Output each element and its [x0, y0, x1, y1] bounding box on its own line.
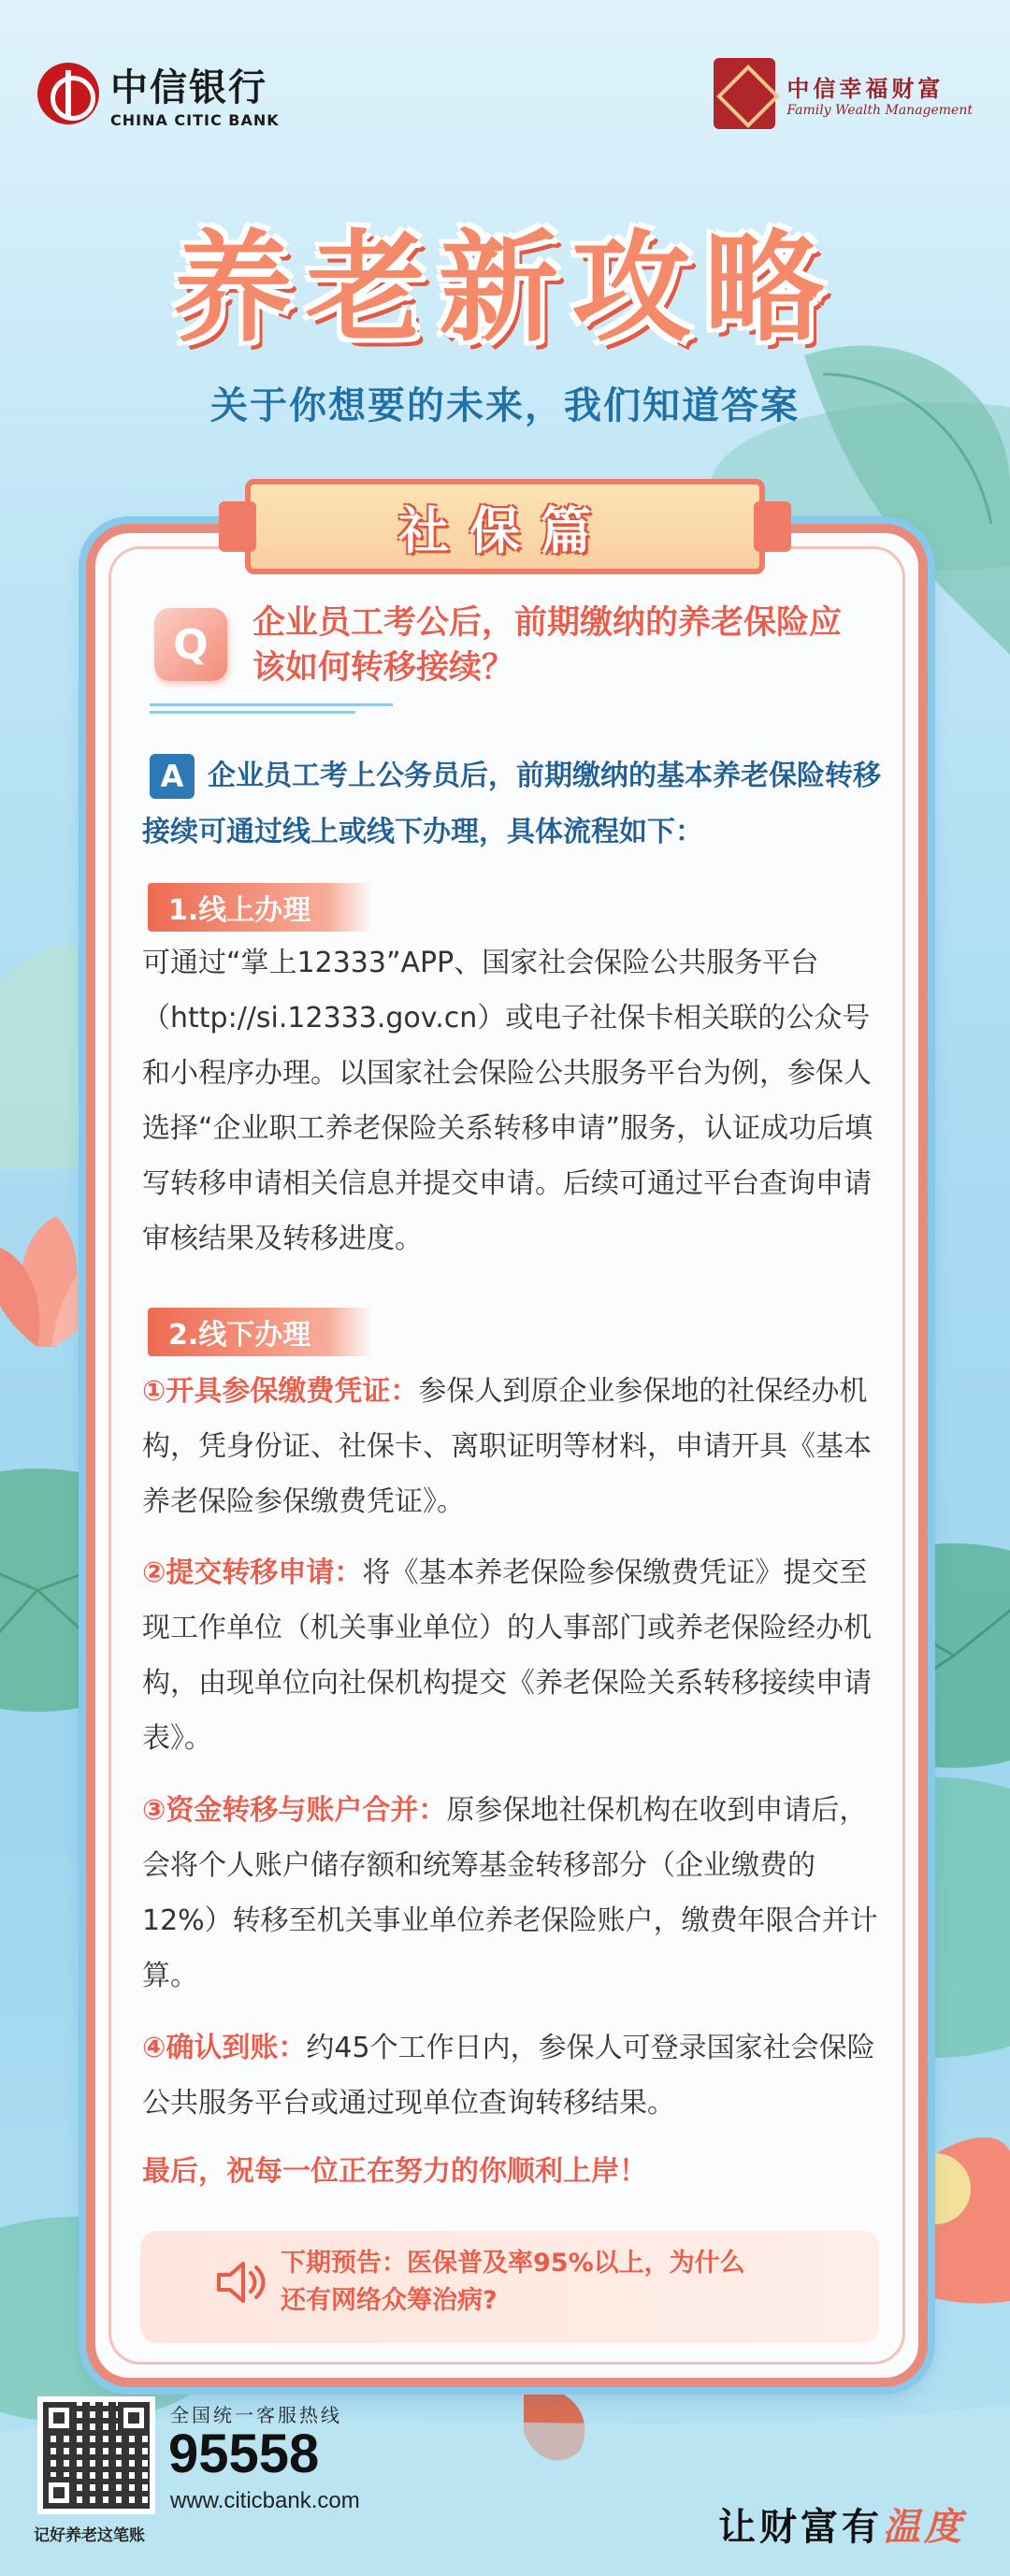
step-text: 约45个工作日内，参保人可登录国家社会保险公共服务平台或通过现单位查询转移结果。 [142, 2032, 875, 2120]
website-link[interactable]: www.citicbank.com [170, 2488, 360, 2513]
answer-text: 企业员工考上公务员后，前期缴纳的基本养老保险转移接续可通过线上或线下办理，具体流程如下： [142, 760, 881, 848]
online-heading: 1.线上办理 [148, 883, 372, 932]
page-subtitle: 关于你想要的未来，我们知道答案 [210, 385, 800, 427]
citic-bank-emblem-icon [37, 63, 99, 124]
wealth-name-en: Family Wealth Management [786, 102, 973, 118]
online-body: 可通过“掌上12333”APP、国家社会保险公共服务平台（http://si.12333.gov.cn）或电子社保卡相关联的公众号和小程序办理。以国家社会保险公共服务平台为例，参保人选择“企业职工养老保险关系转移申请”服务，认证成功后填写转移申请相关信息并提交申请。后续可通过平台查询申请审核结果及转移进度。 [142, 947, 873, 1255]
step-label: ②提交转移申请： [142, 1556, 363, 1589]
citic-bank-logo [37, 58, 280, 129]
hotline-number[interactable]: 95558 [168, 2424, 320, 2484]
bank-name-en: CHINA CITIC BANK [110, 111, 280, 129]
divider-lines [150, 703, 430, 715]
step-text: 原参保地社保机构在收到申请后，会将个人账户储存额和统筹基金转移部分（企业缴费的12%）转移至机关事业单位养老保险账户，缴费年限合并计算。 [142, 1794, 878, 1992]
answer-badge: A [150, 754, 195, 799]
wealth-name-cn: 中信幸福财富 [786, 75, 945, 102]
step-label: ④确认到账： [142, 2032, 307, 2064]
step-label: ①开具参保缴费凭证： [142, 1375, 419, 1408]
slogan-warm: 温度 [883, 2505, 965, 2549]
question-badge: Q [154, 608, 227, 681]
question-text: 企业员工考公后，前期缴纳的养老保险应该如何转移接续？ [252, 604, 843, 687]
qr-code-pattern-icon [43, 2402, 150, 2509]
section-tab [245, 479, 765, 574]
qr-caption: 记好养老这笔账 [34, 2526, 145, 2545]
qr-code[interactable] [37, 2396, 155, 2514]
step-label: ③资金转移与账户合并： [142, 1794, 447, 1827]
offline-step-1 [142, 1364, 881, 1529]
closing-message: 最后，祝每一位正在努力的你顺利上岸！ [142, 2155, 647, 2188]
offline-step-3 [142, 1783, 881, 2004]
speaker-icon [213, 2256, 269, 2308]
hotline-label: 全国统一客服热线 [170, 2404, 342, 2426]
family-wealth-emblem-icon [714, 58, 775, 129]
family-wealth-logo [714, 58, 973, 129]
slogan-main: 让财富有 [718, 2505, 883, 2549]
offline-step-2 [142, 1545, 881, 1766]
offline-heading: 2.线下办理 [148, 1308, 372, 1356]
next-preview-text [281, 2245, 842, 2320]
bank-name-cn: 中信银行 [110, 66, 267, 109]
offline-step-4 [142, 2020, 881, 2131]
page-title: 养老新攻略 [172, 219, 837, 358]
next-preview-line-1: 下期预告：医保普及率95%以上，为什么 [281, 2249, 745, 2278]
step-text: 将《基本养老保险参保缴费凭证》提交至现工作单位（机关事业单位）的人事部门或养老保险经办机构，由现单位向社保机构提交《养老保险关系转移接续申请表》。 [142, 1556, 872, 1755]
section-tab-label: 社保篇 [398, 500, 612, 560]
slogan [718, 2497, 965, 2551]
next-preview-line-2: 还有网络众筹治病? [281, 2286, 498, 2315]
step-text: 参保人到原企业参保地的社保经办机构，凭身份证、社保卡、离职证明等材料，申请开具《基本养老保险参保缴费凭证》。 [142, 1375, 872, 1518]
